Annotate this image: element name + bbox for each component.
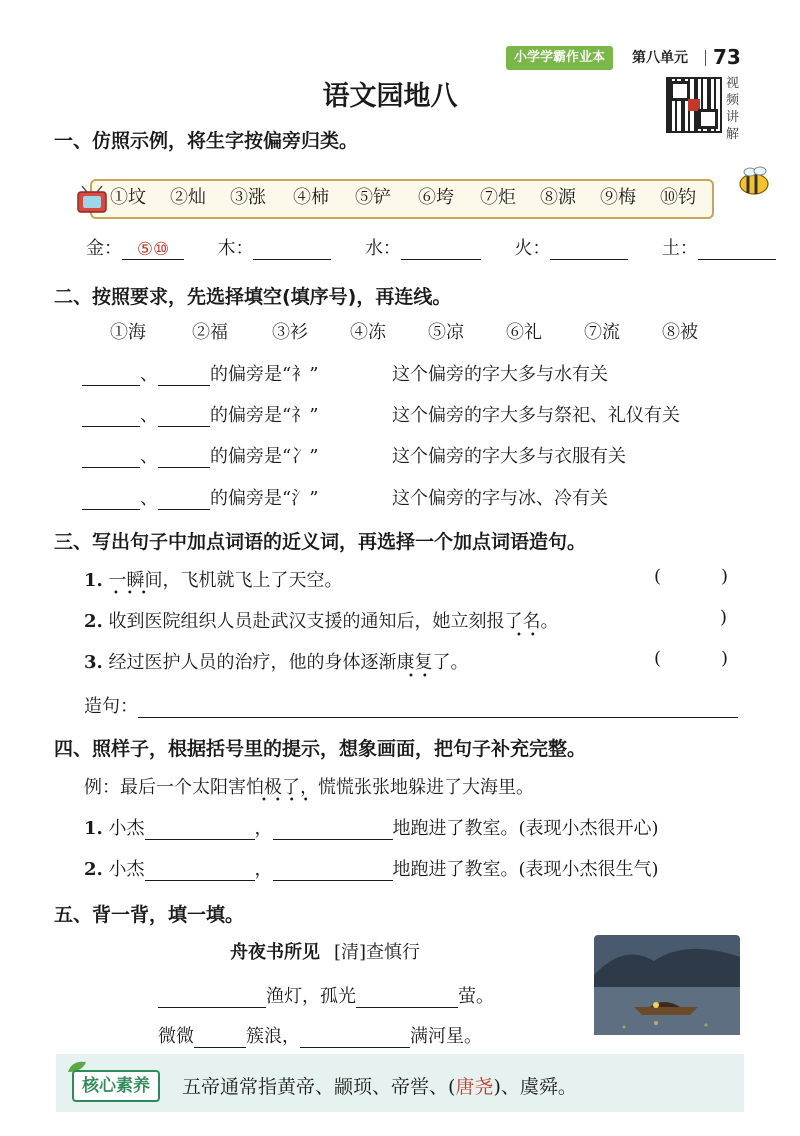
core-answer: 唐尧 bbox=[455, 1076, 494, 1098]
section-5-heading: 五、背一背，填一填。 bbox=[54, 904, 245, 926]
video-explain-label: 视频讲解 bbox=[726, 76, 740, 142]
item-number: 3. bbox=[84, 652, 103, 673]
blank[interactable] bbox=[158, 406, 210, 427]
section-1-heading: 一、仿照示例，将生字按偏旁归类。 bbox=[54, 130, 359, 152]
header-divider bbox=[705, 50, 706, 66]
match-row-left bbox=[82, 401, 318, 427]
item-number: 1. bbox=[84, 570, 103, 591]
tv-icon bbox=[76, 186, 108, 214]
char-option: ②灿 bbox=[170, 187, 206, 208]
char-option: ⑩钧 bbox=[660, 187, 696, 208]
synonym-paren[interactable]: ( ) bbox=[654, 566, 729, 587]
fill-sentence: 1. 小杰 ， 地跑进了教室。(表现小杰很开心) bbox=[84, 818, 659, 839]
group-label-water: 水： bbox=[364, 238, 401, 259]
char-option: ⑨梅 bbox=[600, 187, 636, 208]
section-3-heading: 三、写出句子中加点词语的近义词，再选择一个加点词语造句。 bbox=[54, 531, 587, 553]
option-item: ①海 bbox=[110, 322, 146, 343]
radical-prompt: 的偏旁是“礻” bbox=[210, 405, 319, 426]
synonym-paren[interactable]: ) bbox=[720, 607, 728, 628]
group-label-fire: 火： bbox=[514, 238, 551, 259]
blank[interactable] bbox=[82, 447, 140, 468]
group-label-metal: 金： bbox=[86, 238, 122, 259]
night-boat-illustration bbox=[594, 935, 740, 1035]
radical-prompt: 的偏旁是“冫” bbox=[210, 446, 319, 467]
blank[interactable] bbox=[145, 860, 255, 881]
make-sentence-label: 造句： bbox=[84, 696, 138, 717]
answer-field-metal[interactable]: ⑤⑩ bbox=[122, 239, 184, 260]
blank[interactable] bbox=[82, 365, 140, 386]
emphasis-dots: •••• bbox=[261, 795, 317, 806]
sentence-item bbox=[84, 607, 559, 633]
blank[interactable] bbox=[158, 489, 210, 510]
char-option: ⑤铲 bbox=[355, 187, 391, 208]
poem-line-2: 微微 簇浪， 满河星。 bbox=[158, 1026, 482, 1047]
blank[interactable] bbox=[273, 819, 393, 840]
emphasis-dots: •• bbox=[408, 671, 436, 682]
poem-author: [清]查慎行 bbox=[334, 942, 421, 963]
blank[interactable] bbox=[158, 365, 210, 386]
option-item: ⑤凉 bbox=[428, 322, 464, 343]
item-number: 2. bbox=[84, 859, 103, 880]
option-item: ②福 bbox=[192, 322, 228, 343]
blank[interactable] bbox=[82, 406, 140, 427]
char-option: ⑦炬 bbox=[480, 187, 516, 208]
page-title: 语文园地八 bbox=[322, 81, 458, 112]
item-number: 1. bbox=[84, 818, 103, 839]
example-sentence: 例：最后一个太阳害怕极了，慌慌张张地躲进了大海里。 bbox=[84, 777, 534, 798]
match-row-right[interactable]: 这个偏旁的字大多与水有关 bbox=[392, 364, 608, 385]
option-item: ③衫 bbox=[272, 322, 308, 343]
group-label-earth: 土： bbox=[661, 238, 698, 259]
qr-code-icon[interactable] bbox=[666, 77, 722, 133]
radical-prompt: 的偏旁是“衤” bbox=[210, 364, 319, 385]
option-item: ⑥礼 bbox=[506, 322, 542, 343]
match-row-left bbox=[82, 442, 318, 468]
fill-sentence: 2. 小杰 ， 地跑进了教室。(表现小杰很生气) bbox=[84, 859, 659, 880]
match-row-right[interactable]: 这个偏旁的字大多与衣服有关 bbox=[392, 446, 626, 467]
blank[interactable] bbox=[158, 447, 210, 468]
separator: 、 bbox=[140, 405, 158, 426]
radical-groups-row bbox=[86, 234, 776, 260]
qr-center-mark bbox=[688, 99, 700, 111]
blank[interactable] bbox=[82, 489, 140, 510]
section-2-heading: 二、按照要求，先选择填空(填序号)，再连线。 bbox=[54, 286, 452, 308]
radical-prompt: 的偏旁是“氵” bbox=[210, 488, 319, 509]
separator: 、 bbox=[140, 488, 158, 509]
make-sentence-row bbox=[84, 692, 738, 718]
emphasis-dots: •• bbox=[516, 630, 544, 641]
blank[interactable] bbox=[356, 987, 458, 1008]
option-item: ⑦流 bbox=[584, 322, 620, 343]
section-4-heading: 四、照样子，根据括号里的提示，想象画面，把句子补充完整。 bbox=[54, 738, 587, 760]
answer-field-earth[interactable] bbox=[698, 239, 776, 260]
blank[interactable] bbox=[158, 987, 266, 1008]
match-row-left bbox=[82, 360, 318, 386]
sentence-text: 经过医护人员的治疗，他的身体逐渐康复了。 bbox=[108, 652, 469, 673]
char-option: ①坟 bbox=[110, 187, 146, 208]
poem-line-1: 渔灯，孤光 萤。 bbox=[158, 982, 494, 1008]
blank[interactable] bbox=[273, 860, 393, 881]
poem-title: 舟夜书所见 bbox=[230, 942, 320, 963]
core-literacy-text: 五帝通常指黄帝、颛顼、帝喾、(唐尧)、虞舜。 bbox=[182, 1076, 577, 1098]
separator: 、 bbox=[140, 446, 158, 467]
match-row-left bbox=[82, 484, 318, 510]
sentence-text: 一瞬间，飞机就飞上了天空。 bbox=[108, 570, 343, 591]
page-number: 73 bbox=[713, 45, 741, 69]
core-literacy-label: 核心素养 bbox=[72, 1070, 160, 1102]
bee-icon bbox=[734, 166, 774, 196]
group-label-wood: 木： bbox=[217, 238, 254, 259]
char-option: ④柿 bbox=[293, 187, 329, 208]
option-item: ④冻 bbox=[350, 322, 386, 343]
series-badge: 小学学霸作业本 bbox=[506, 46, 613, 70]
item-number: 2. bbox=[84, 611, 103, 632]
poem-heading bbox=[230, 938, 420, 964]
char-option: ⑥垮 bbox=[418, 187, 454, 208]
match-row-right[interactable]: 这个偏旁的字大多与祭祀、礼仪有关 bbox=[392, 405, 680, 426]
char-option: ⑧源 bbox=[540, 187, 576, 208]
emphasis-dots: ••• bbox=[113, 588, 155, 599]
sentence-text: 收到医院组织人员赴武汉支援的通知后，她立刻报了名。 bbox=[108, 611, 559, 632]
answer-field-water[interactable] bbox=[401, 239, 481, 260]
answer-field-wood[interactable] bbox=[253, 239, 331, 260]
blank[interactable] bbox=[145, 819, 255, 840]
synonym-paren[interactable]: ( ) bbox=[654, 648, 729, 669]
match-row-right[interactable]: 这个偏旁的字与冰、冷有关 bbox=[392, 488, 608, 509]
unit-label: 第八单元 bbox=[632, 50, 688, 66]
blank[interactable] bbox=[300, 1027, 410, 1048]
answer-field-fire[interactable] bbox=[550, 239, 628, 260]
option-item: ⑧被 bbox=[662, 322, 698, 343]
separator: 、 bbox=[140, 364, 158, 385]
make-sentence-field[interactable] bbox=[138, 697, 738, 718]
char-option: ③涨 bbox=[230, 187, 266, 208]
blank[interactable] bbox=[194, 1027, 246, 1048]
